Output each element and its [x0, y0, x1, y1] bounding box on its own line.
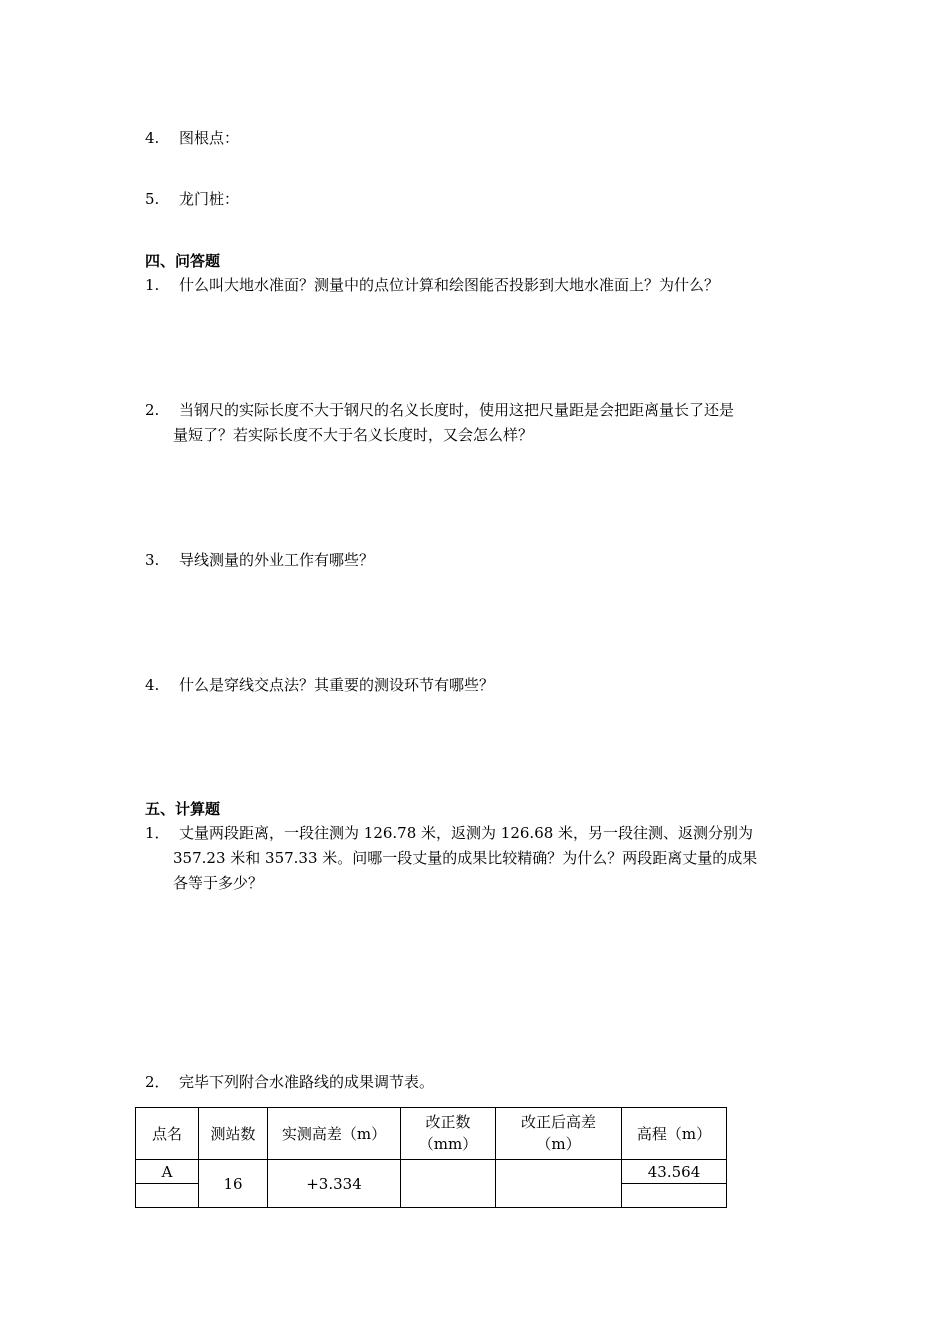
item-number: 2. — [145, 401, 160, 419]
cell-elevation: 43.564 — [622, 1160, 727, 1184]
leveling-adjustment-table — [135, 1107, 727, 1208]
header-adjusted-line-2: （m） — [536, 1135, 581, 1153]
definition-4 — [145, 126, 239, 150]
table-header-row — [136, 1108, 727, 1160]
item-number: 4. — [145, 129, 160, 147]
header-correction-line-1: 改正数 — [425, 1113, 471, 1131]
header-correction-line-2: （mm） — [418, 1135, 478, 1153]
header-correction — [401, 1108, 496, 1160]
cell-point: A — [136, 1160, 199, 1184]
header-measured: 实测高差（m） — [268, 1108, 401, 1160]
item-number: 1． — [145, 824, 170, 842]
item-text: 什么叫大地水准面？测量中的点位计算和绘图能否投影到大地水准面上？为什么？ — [179, 276, 720, 294]
header-adjusted-line-1: 改正后高差 — [520, 1113, 596, 1131]
cell-point-empty — [136, 1184, 199, 1208]
definition-5 — [145, 187, 239, 211]
header-elevation: 高程（m） — [622, 1108, 727, 1160]
item-text: 当钢尺的实际长度不大于钢尺的名义长度时，使用这把尺量距是会把距离量长了还是 — [179, 401, 735, 419]
section-heading-calc: 五、计算题 — [145, 800, 221, 818]
calc-question-1 — [145, 821, 753, 845]
question-2-line-2: 量短了？若实际长度不大于名义长度时，又会怎么样？ — [173, 426, 534, 444]
cell-elevation-empty — [622, 1184, 727, 1208]
item-text: 丈量两段距离，一段往测为 126.78 米，返测为 126.68 米，另一段往测、返测分别为 — [179, 824, 754, 842]
cell-measured: +3.334 — [268, 1160, 401, 1208]
item-text: 什么是穿线交点法？其重要的测设环节有哪些？ — [179, 676, 495, 694]
cell-correction — [401, 1160, 496, 1208]
cell-adjusted — [496, 1160, 622, 1208]
section-heading-qa: 四、问答题 — [145, 252, 221, 270]
item-text: 图根点： — [179, 129, 240, 147]
question-3 — [145, 548, 374, 572]
item-text: 龙门桩： — [179, 190, 240, 208]
table-row — [136, 1160, 727, 1184]
item-number: 1. — [145, 276, 160, 294]
question-2 — [145, 398, 734, 422]
item-number: 3. — [145, 551, 160, 569]
item-number: 2． — [145, 1073, 170, 1091]
item-text: 完毕下列附合水准路线的成果调节表。 — [179, 1073, 435, 1091]
item-number: 4. — [145, 676, 160, 694]
header-point: 点名 — [136, 1108, 199, 1160]
calc-question-2 — [145, 1070, 434, 1094]
calc-question-1-line-2: 357.23 米和 357.33 米。问哪一段丈量的成果比较精确？为什么？两段距离丈量的成果 — [173, 849, 758, 867]
cell-stations: 16 — [199, 1160, 268, 1208]
item-number: 5. — [145, 190, 160, 208]
calc-question-1-line-3: 各等于多少？ — [173, 874, 264, 892]
header-stations: 测站数 — [199, 1108, 268, 1160]
question-4 — [145, 673, 494, 697]
item-text: 导线测量的外业工作有哪些？ — [179, 551, 375, 569]
header-adjusted — [496, 1108, 622, 1160]
question-1 — [145, 273, 719, 297]
